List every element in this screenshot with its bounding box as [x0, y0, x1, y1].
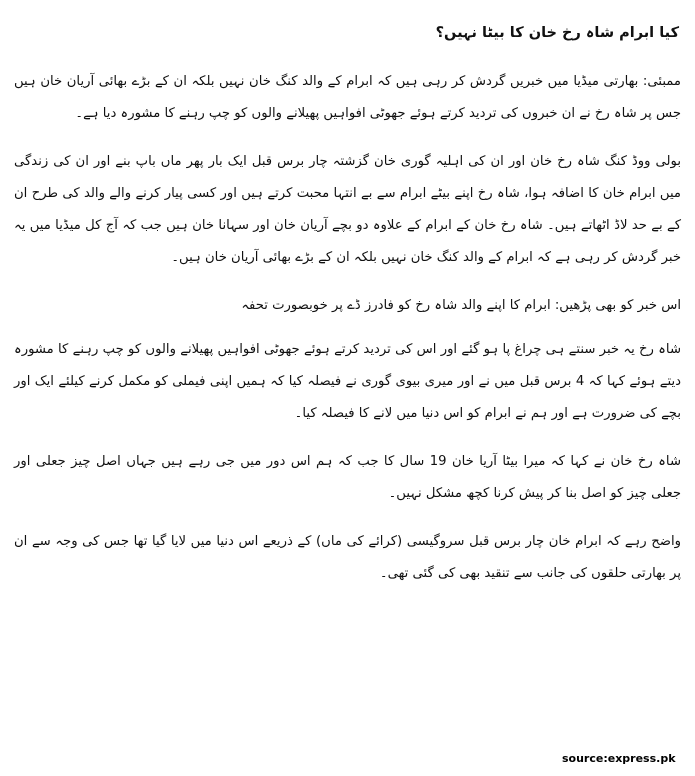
related-news-line: اس خبر کو بھی پڑھیں: ابرام کا اپنے والد شاہ رخ کو فادرز ڈے پر خوبصورت تحفہ [241, 298, 681, 313]
article-paragraph: شاہ رخ خان نے کہا کہ میرا بیٹا آریا خان 19 سال کا جب کہ ہم اس دور میں جی رہے ہیں جہاں اصل چیز جعلی اور جعلی چیز کو اصل بنا کر پیش کرنا کچھ مشکل نہیں۔ [14, 454, 681, 501]
article-paragraph: ممبئی: بھارتی میڈیا میں خبریں گردش کر رہی ہیں کہ ابرام کے والد کنگ خان نہیں بلکہ ان کے بڑے بھائی آریان خان ہیں جس پر شاہ رخ نے ان خبروں کی تردید کرتے ہوئے جھوٹی افواہیں پھیلانے والوں کو چپ رہنے کا مشورہ دیا ہے۔ [14, 74, 681, 121]
article-paragraph: بولی ووڈ کنگ شاہ رخ خان اور ان کی اہلیہ گوری خان گزشتہ چار برس قبل ایک بار پھر ماں باپ بنے اور ان کی زندگی میں ابرام خان کا اضافہ ہوا، شاہ رخ اپنے بیٹے ابرام سے بے انتہا محبت کرتے ہیں اور کسی پیار کرنے والے والد کی طرح ان کے بے حد لاڈ اٹھاتے ہیں۔ شاہ رخ خان کے ابرام کے علاوہ دو بچے آریان خان اور سہانا خان ہیں جب کہ آج کل میڈیا میں یہ خبر گردش کر رہی ہے کہ ابرام کے والد کنگ خان نہیں بلکہ ان کے بڑے بھائی آریان خان ہیں۔ [14, 154, 681, 265]
article-paragraph: شاہ رخ یہ خبر سنتے ہی چراغ پا ہو گئے اور اس کی تردید کرتے ہوئے جھوٹی افواہیں پھیلانے والوں کو چپ رہنے کا مشورہ دیتے ہوئے کہا کہ 4 برس قبل میں نے اور میری بیوی گوری نے فیصلہ کیا کہ ہمیں اپنی فیملی کو مکمل کرنے کیلئے ایک اور بچے کی ضرورت ہے اور ہم نے ابرام کو اس دنیا میں لانے کا فیصلہ کیا۔ [14, 342, 681, 421]
article [14, 22, 681, 606]
article-paragraph: واضح رہے کہ ابرام خان چار برس قبل سروگیسی (کرائے کی ماں) کے ذریعے اس دنیا میں لایا گیا تھا جس کی وجہ سے ان پر بھارتی حلقوں کی جانب سے تنقید بھی کی گئی تھی۔ [14, 534, 681, 581]
source-credit: source:express.pk [562, 752, 676, 765]
article-title: کیا ابرام شاہ رخ خان کا بیٹا نہیں؟ [435, 25, 679, 41]
